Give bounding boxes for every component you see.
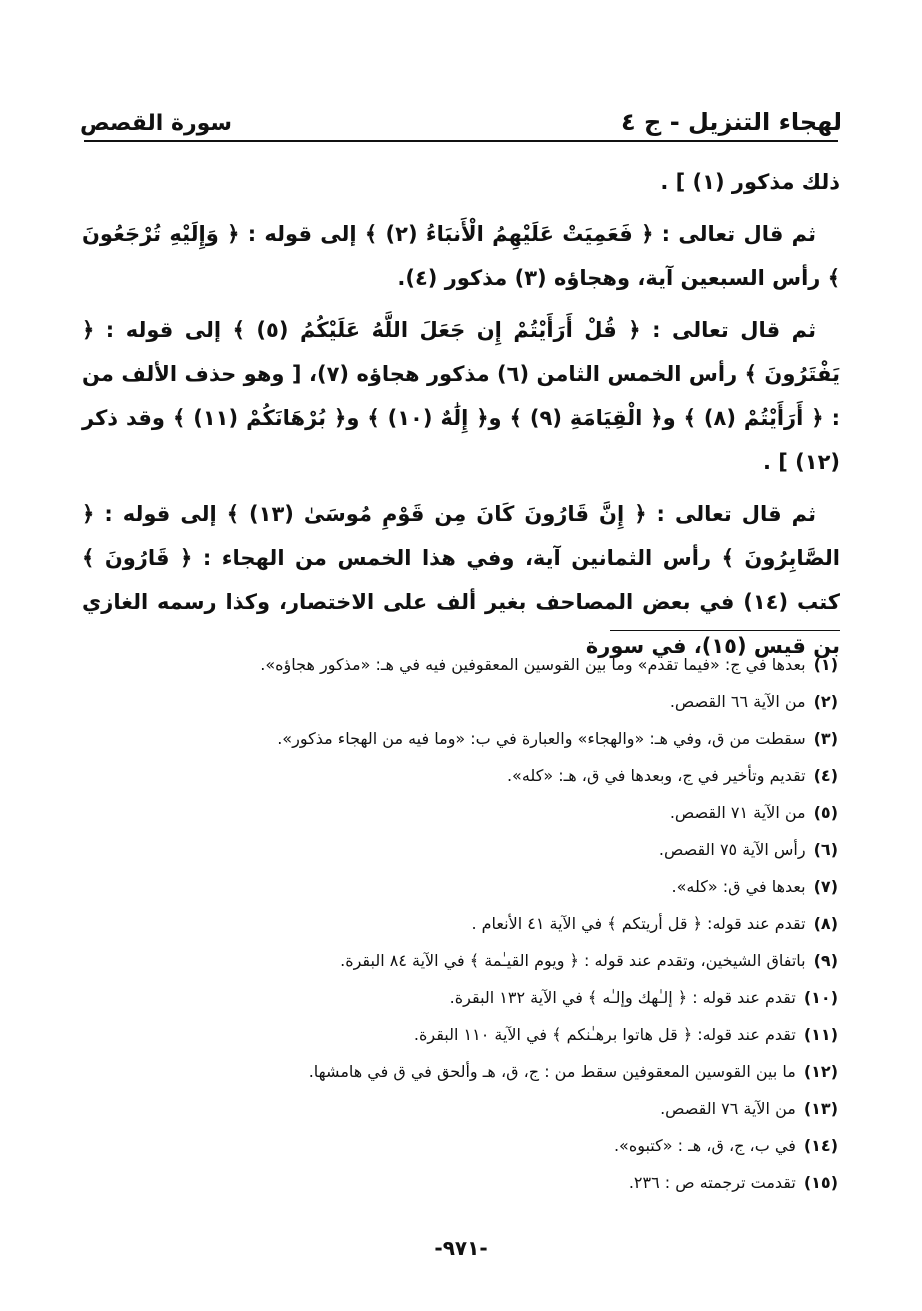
footnote-text: تقدمت ترجمته ص : ٢٣٦. <box>628 1173 796 1192</box>
footnote-item <box>82 979 838 1016</box>
footnote-item <box>82 683 838 720</box>
footnote-number: (٢) <box>813 692 838 711</box>
footnote-text: رأس الآية ٧٥ القصص. <box>658 840 806 859</box>
footnote-text: من الآية ٧١ القصص. <box>669 803 806 822</box>
paragraph-3: ثم قال تعالى : ﴿ قُلْ أَرَأَيْتُمْ إِن جَعَلَ اللَّهُ عَلَيْكُمُ (٥) ﴾ إلى قوله : ﴿ يَفْتَرُونَ ﴾ رأس الخمس الثامن (٦) مذكور هجاؤه (٧)، [ وهو حذف الألف من : ﴿ أَرَأَيْتُمْ (٨) ﴾ و﴿ الْقِيَامَةِ (٩) ﴾ و﴿ إِلَٰهٌ (١٠) ﴾ و﴿ بُرْهَانَكُمْ (١١) ﴾ وقد ذكر (١٢) ] . <box>82 318 841 474</box>
footnote-item <box>82 1164 838 1201</box>
footnote-number: (٦) <box>813 840 838 859</box>
footnote-number: (٥) <box>813 803 838 822</box>
footnote-text: بعدها في ق: «كله». <box>671 877 806 896</box>
footnote-text: بعدها في ج: «فيما تقدم» وما بين القوسين المعقوفين فيه في هـ: «مذكور هجاؤه». <box>260 655 806 674</box>
footnote-item <box>82 720 838 757</box>
paragraph-2: ثم قال تعالى : ﴿ فَعَمِيَتْ عَلَيْهِمُ الْأَنبَاءُ (٢) ﴾ إلى قوله : ﴿ وَإِلَيْهِ تُرْجَعُونَ ﴾ رأس السبعين آية، وهجاؤه (٣) مذكور (٤). <box>82 222 840 290</box>
footnote-item <box>82 646 838 683</box>
footnote-item <box>82 1016 838 1053</box>
main-text <box>82 160 840 676</box>
footnote-number: (١٢) <box>803 1062 838 1081</box>
footnote-item <box>82 905 838 942</box>
footnotes-list <box>82 646 838 1201</box>
footnote-item <box>82 1053 838 1090</box>
footnote-divider <box>610 630 840 631</box>
footnote-text: تقدم عند قوله: ﴿ قل أريتكم ﴾ في الآية ٤١ الأنعام . <box>471 914 806 933</box>
footnote-text: تقدم عند قوله : ﴿ إلـٰهك وإلـٰه ﴾ في الآية ١٣٢ البقرة. <box>449 988 796 1007</box>
footnote-item <box>82 942 838 979</box>
paragraph-1: ذلك مذكور (١) ] . <box>660 170 840 194</box>
footnote-text: تقديم وتأخير في ج، وبعدها في ق، هـ: «كله». <box>506 766 806 785</box>
footnote-item <box>82 1090 838 1127</box>
footnote-number: (٩) <box>813 951 838 970</box>
footnote-item <box>82 868 838 905</box>
footnote-item <box>82 757 838 794</box>
footnote-text: باتفاق الشيخين، وتقدم عند قوله : ﴿ ويوم القيـٰمة ﴾ في الآية ٨٤ البقرة. <box>340 951 806 970</box>
footnote-number: (١٣) <box>803 1099 838 1118</box>
header-divider <box>84 140 838 142</box>
book-title: لهجاء التنزيل - ج ٤ <box>621 108 842 136</box>
page-number: -٩٧١- <box>434 1236 488 1260</box>
surah-title: سورة القصص <box>80 111 233 136</box>
footnote-text: من الآية ٦٦ القصص. <box>669 692 806 711</box>
footnote-number: (٤) <box>813 766 838 785</box>
footnote-number: (١٤) <box>803 1136 838 1155</box>
footnote-text: ما بين القوسين المعقوفين سقط من : ج، ق، هـ وألحق في ق في هامشها. <box>308 1062 796 1081</box>
footnote-text: سقطت من ق، وفي هـ: «والهجاء» والعبارة في ب: «وما فيه من الهجاء مذكور». <box>277 729 806 748</box>
footnote-item <box>82 794 838 831</box>
footnote-item <box>82 1127 838 1164</box>
footnote-text: في ب، ج، ق، هـ : «كتبوه». <box>613 1136 796 1155</box>
footnote-number: (١١) <box>803 1025 838 1044</box>
footnote-number: (٣) <box>813 729 838 748</box>
footnote-number: (٨) <box>813 914 838 933</box>
footnote-item <box>82 831 838 868</box>
footnote-number: (١) <box>813 655 838 674</box>
footnote-text: من الآية ٧٦ القصص. <box>660 1099 796 1118</box>
footnote-number: (٧) <box>813 877 838 896</box>
page-header <box>80 92 842 136</box>
footnote-number: (١٠) <box>803 988 838 1007</box>
paragraph-4: ثم قال تعالى : ﴿ إِنَّ قَارُونَ كَانَ مِن قَوْمِ مُوسَىٰ (١٣) ﴾ إلى قوله : ﴿ الصَّابِرُونَ ﴾ رأس الثمانين آية، وفي هذا الخمس من الهجاء : ﴿ قَارُونَ ﴾ كتب (١٤) في بعض المصاحف بغير ألف على الاختصار، وكذا رسمه الغازي بن قيس (١٥)، في سورة <box>82 502 840 658</box>
footnote-number: (١٥) <box>803 1173 838 1192</box>
footnote-text: تقدم عند قوله: ﴿ قل هاتوا برهـٰنكم ﴾ في الآية ١١٠ البقرة. <box>413 1025 796 1044</box>
